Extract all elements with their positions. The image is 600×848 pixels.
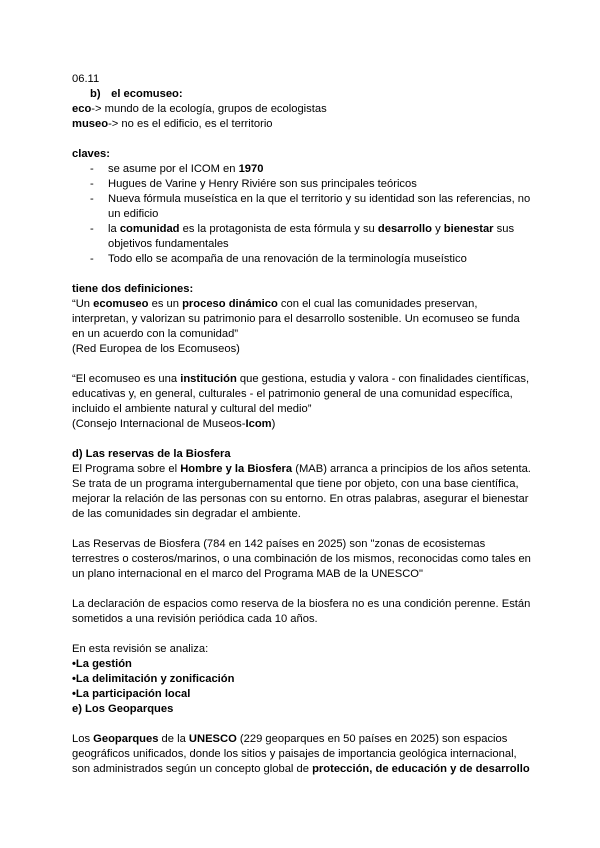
definiciones-heading: tiene dos definiciones:	[72, 283, 194, 295]
quote-text: “El ecomuseo es una	[72, 373, 181, 385]
list-item-text: es la protagonista de esta fórmula y su	[179, 223, 378, 235]
paragraph-bold: Hombre y la Biosfera	[180, 463, 293, 475]
eco-definition: -> mundo de la ecología, grupos de ecologistas	[91, 103, 327, 115]
ecomuseo-heading-title: el ecomuseo:	[111, 88, 183, 100]
list-item	[72, 162, 532, 177]
source-text: (Consejo Internacional de Museos-	[72, 418, 246, 430]
reservas-paragraph-1	[72, 462, 532, 522]
definition-1-source: (Red Europea de los Ecomuseos)	[72, 343, 240, 355]
claves-list	[72, 162, 532, 267]
quote-text: es un	[148, 298, 183, 310]
paragraph-text: (MAB) arranca a principios de los años setenta. Se trata de un programa intergubernamental que tiene por objeto, con una base científica, mejorar la relación de las personas con su entorno. En otras palabras, asegurar el bienestar de las comunidades sin degradar el ambiente.	[72, 463, 531, 520]
list-item	[72, 252, 532, 267]
list-item-text: Hugues de Varine y Henry Riviére son sus principales teóricos	[108, 178, 417, 190]
quote-bold: proceso dinámico	[182, 298, 278, 310]
list-item-bold: 1970	[238, 163, 264, 175]
ecomuseo-heading	[72, 87, 532, 102]
revision-item: •La delimitación y zonificación	[72, 673, 235, 685]
dash-marker: -	[90, 253, 94, 265]
list-item-bold: bienestar	[443, 223, 494, 235]
list-item-bold: desarrollo	[377, 223, 432, 235]
geoparques-heading: e) Los Geoparques	[72, 703, 174, 715]
paragraph-text: El Programa sobre el	[72, 463, 181, 475]
quote-text: que gestiona, estudia y valora - con finalidades científicas, educativas y, en general, culturales - el patrimonio general de una comunidad específica, incluido el ambiente natural y cultural del medio”	[72, 373, 530, 415]
list-item-text: la	[108, 223, 120, 235]
museo-term: museo	[72, 118, 109, 130]
document-page	[72, 72, 532, 777]
list-item-bold: comunidad	[119, 223, 180, 235]
paragraph-text: (229 geoparques en 50 países en 2025) son espacios geográficos unificados, donde los sitios y paisajes de importancia geológica internacional, son administrados según un concepto global de	[72, 733, 517, 775]
dash-marker: -	[90, 193, 94, 205]
reservas-heading: d) Las reservas de la Biosfera	[72, 448, 231, 460]
paragraph-bold: Geoparques	[93, 733, 159, 745]
source-bold: Icom	[245, 418, 272, 430]
list-item-text: Todo ello se acompaña de una renovación de la terminología museístico	[108, 253, 467, 265]
ecomuseo-heading-label: b)	[90, 88, 101, 100]
reservas-paragraph-3: La declaración de espacios como reserva de la biosfera no es una condición perenne. Están sometidos a una revisión periódica cada 10 años.	[72, 598, 531, 625]
museo-definition: -> no es el edificio, es el territorio	[108, 118, 273, 130]
museo-line	[72, 117, 532, 132]
date-line: 06.11	[72, 73, 100, 85]
dash-marker: -	[90, 178, 94, 190]
paragraph-text: de la	[158, 733, 189, 745]
geoparques-paragraph	[72, 732, 532, 777]
eco-line	[72, 102, 532, 117]
quote-bold: ecomuseo	[93, 298, 149, 310]
claves-heading: claves:	[72, 148, 110, 160]
paragraph-bold: UNESCO	[188, 733, 237, 745]
revision-item: •La participación local	[72, 688, 191, 700]
dash-marker: -	[90, 163, 94, 175]
list-item	[72, 192, 532, 222]
list-item	[72, 222, 532, 252]
definition-2	[72, 372, 532, 417]
list-item-text: y	[431, 223, 444, 235]
list-item	[72, 177, 532, 192]
dash-marker: -	[90, 223, 94, 235]
quote-text: “Un	[72, 298, 94, 310]
list-item-text: sus objetivos fundamentales	[108, 223, 515, 250]
definition-1	[72, 297, 532, 342]
definition-2-source	[72, 417, 532, 432]
eco-term: eco	[72, 103, 92, 115]
list-item-text: Nueva fórmula museística en la que el territorio y su identidad son las referencias, no un edificio	[108, 193, 531, 220]
revision-item: •La gestión	[72, 658, 132, 670]
reservas-paragraph-2: Las Reservas de Biosfera (784 en 142 países en 2025) son "zonas de ecosistemas terrestres o costeros/marinos, o una combinación de los mismos, reconocidas como tales en un plano internacional en el marco del Programa MAB de la UNESCO"	[72, 538, 531, 580]
quote-bold: institución	[180, 373, 237, 385]
revision-intro: En esta revisión se analiza:	[72, 643, 209, 655]
quote-text: con el cual las comunidades preservan, interpretan, y valorizan su patrimonio para el desarrollo sostenible. Un ecomuseo se funda en un acuerdo con la comunidad”	[72, 298, 520, 340]
paragraph-text: Los	[72, 733, 94, 745]
source-text: )	[271, 418, 276, 430]
list-item-text: se asume por el ICOM en	[108, 163, 239, 175]
paragraph-bold: protección, de educación y de desarrollo	[312, 763, 530, 775]
